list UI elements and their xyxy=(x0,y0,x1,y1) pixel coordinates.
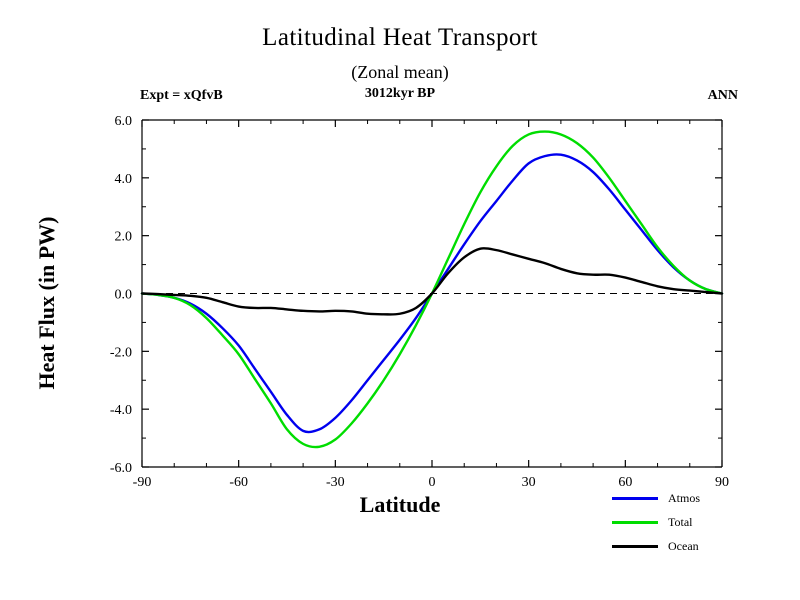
chart-period-label: 3012kyr BP xyxy=(364,86,436,101)
legend-item[interactable] xyxy=(612,510,762,534)
tick-label: -6.0 xyxy=(109,461,132,476)
series-line-total xyxy=(142,132,722,447)
legend-item[interactable] xyxy=(612,534,762,558)
season-label: ANN xyxy=(707,88,738,103)
tick-label: -60 xyxy=(229,475,249,490)
tick-label: -4.0 xyxy=(109,403,132,419)
chart-subtitle: (Zonal mean) xyxy=(351,62,449,82)
tick-label: 60 xyxy=(618,475,633,490)
y-axis-label: Heat Flux (in PW) xyxy=(34,216,59,390)
legend-label: Ocean xyxy=(668,538,699,553)
legend-label: Total xyxy=(668,514,693,529)
tick-label: 0.0 xyxy=(114,287,132,303)
legend-swatch-total xyxy=(612,521,658,524)
legend-swatch-ocean xyxy=(612,545,658,548)
tick-label: 30 xyxy=(521,475,536,490)
chart-legend xyxy=(612,486,762,558)
chart-title: Latitudinal Heat Transport xyxy=(262,24,538,51)
x-axis-label: Latitude xyxy=(359,492,441,517)
tick-label: -90 xyxy=(132,475,152,490)
tick-label: 90 xyxy=(715,475,729,490)
tick-label: 2.0 xyxy=(114,229,132,245)
experiment-label: Expt = xQfvB xyxy=(140,88,223,103)
series-line-ocean xyxy=(142,248,722,314)
legend-label: Atmos xyxy=(668,490,701,505)
data-series-group xyxy=(142,132,722,447)
tick-label: 6.0 xyxy=(114,114,132,129)
tick-label: -30 xyxy=(325,475,345,490)
tick-labels xyxy=(110,114,729,490)
tick-label: 0 xyxy=(428,475,436,490)
legend-swatch-atmos xyxy=(612,497,658,500)
tick-label: -2.0 xyxy=(109,345,132,361)
tick-label: 4.0 xyxy=(114,171,132,187)
legend-item[interactable] xyxy=(612,486,762,510)
